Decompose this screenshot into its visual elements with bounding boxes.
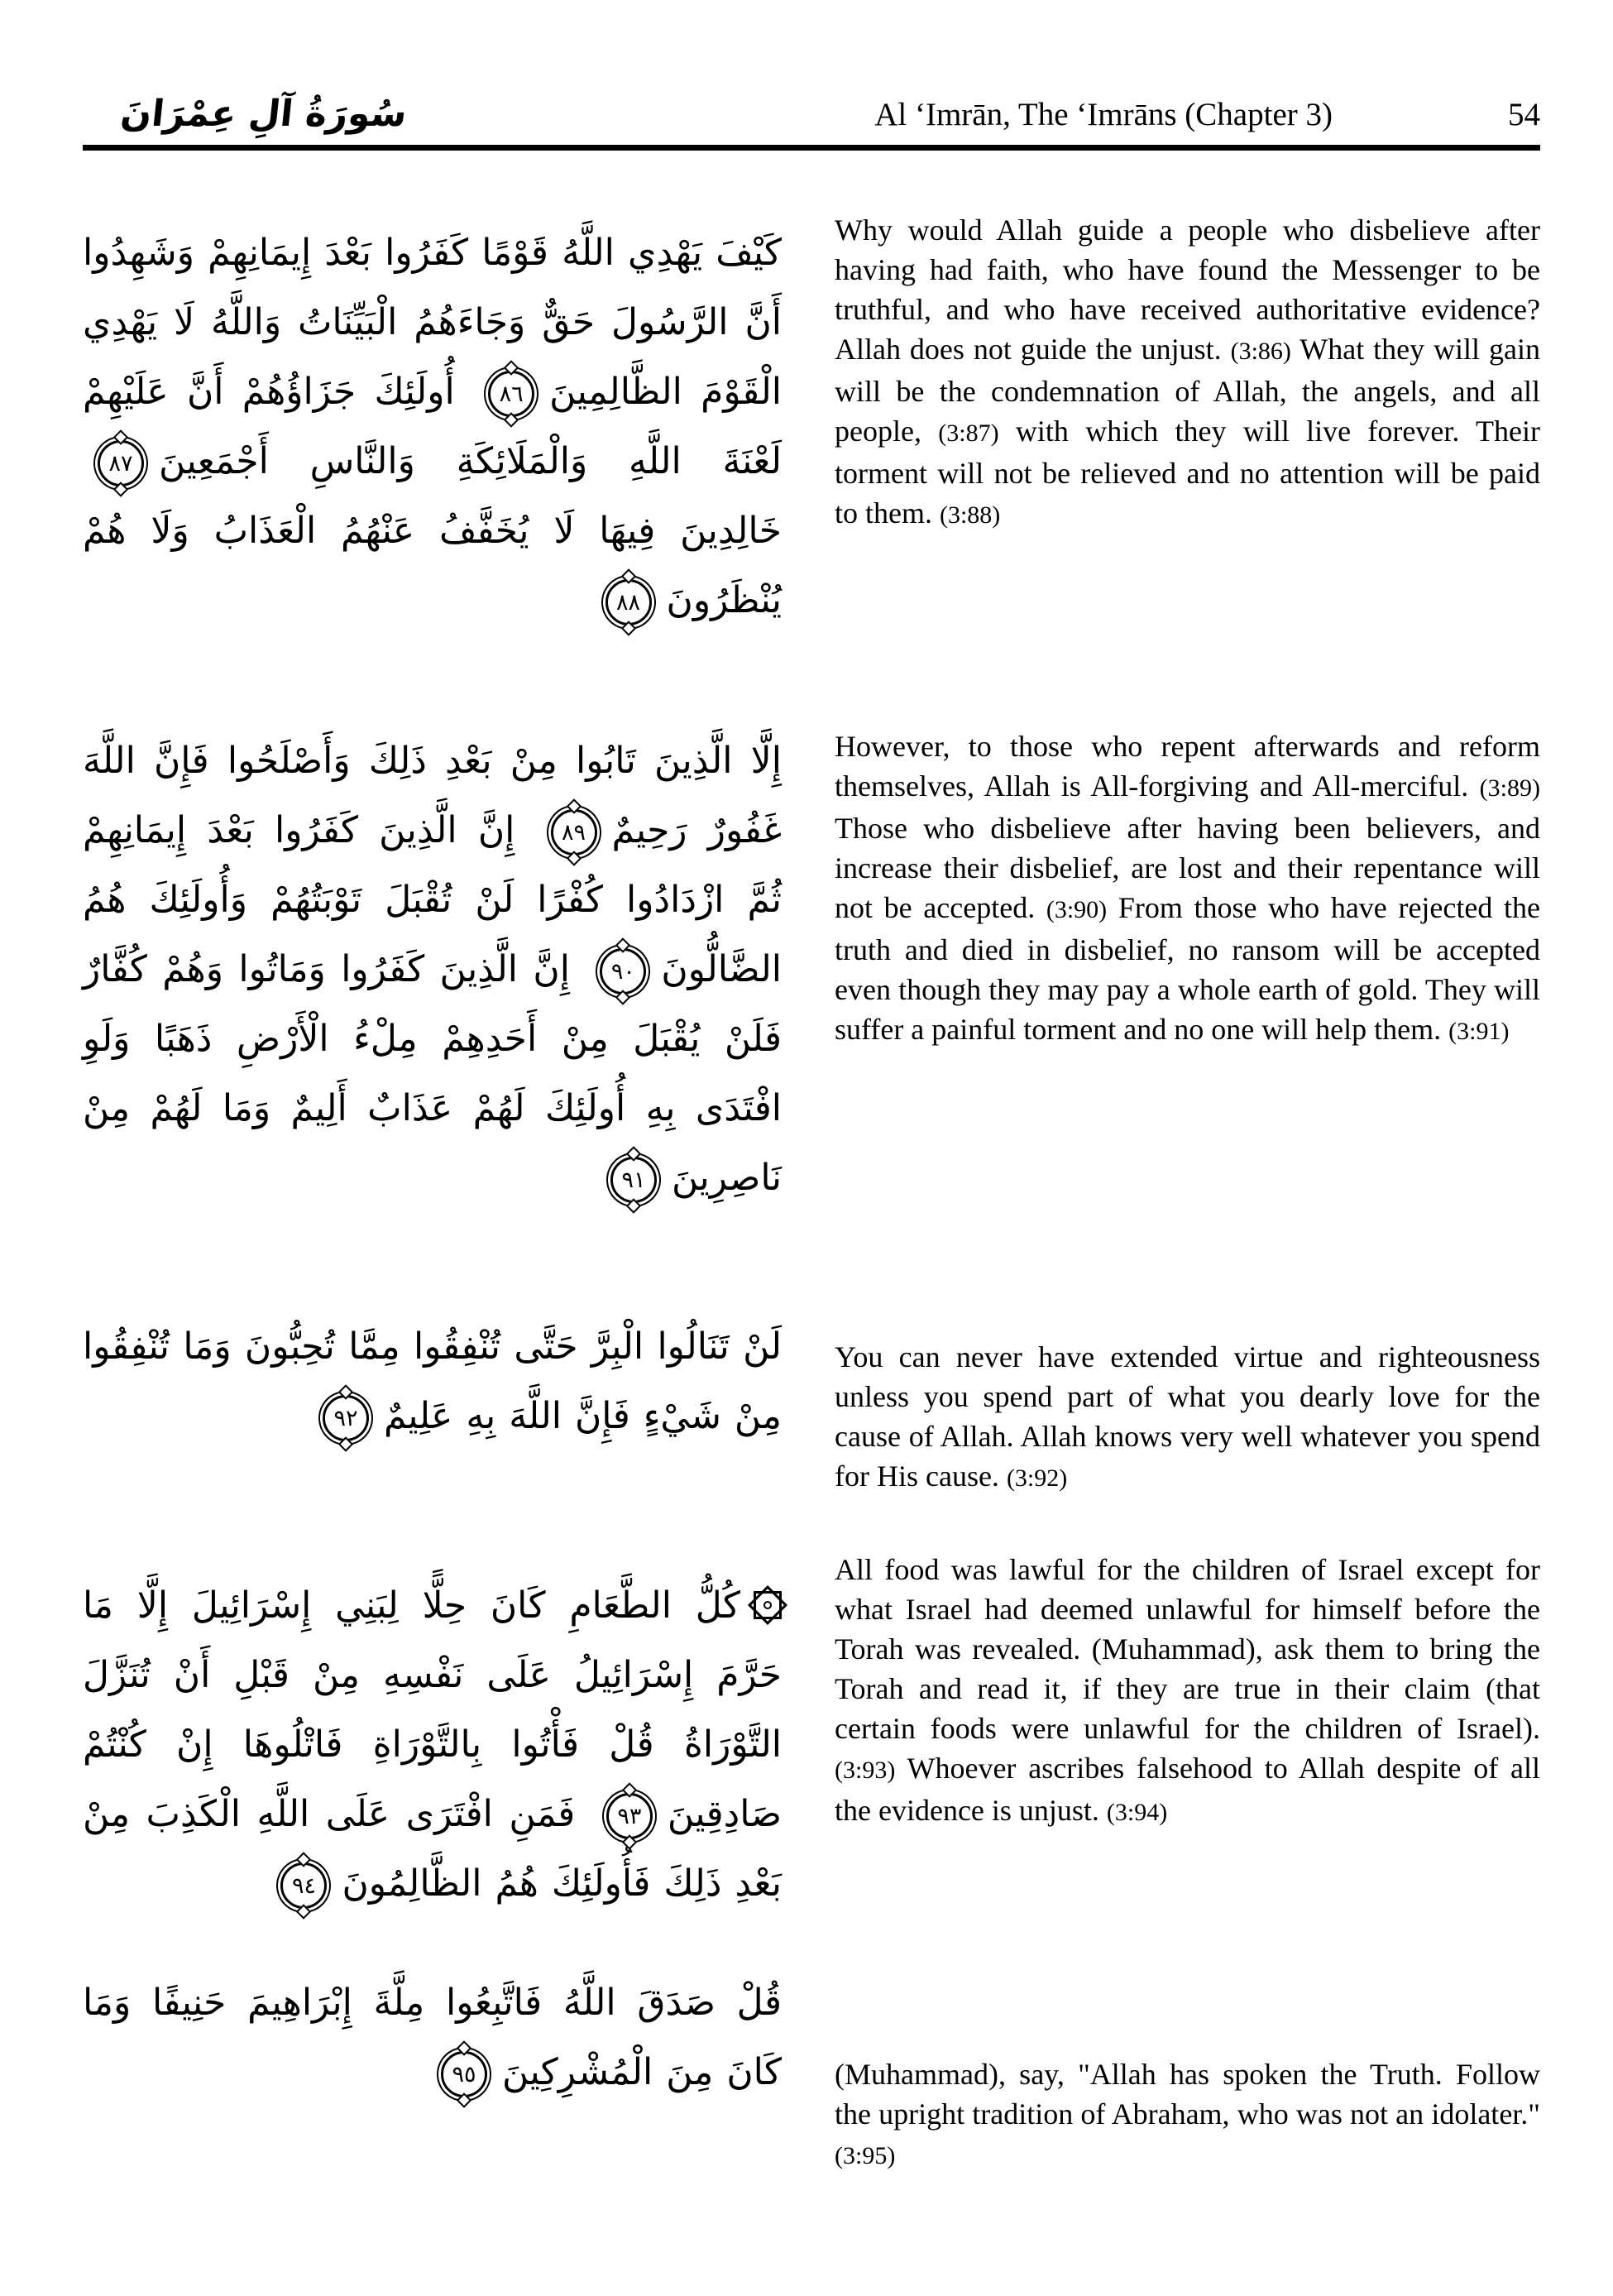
ayah-medallion-95-icon [441,2051,487,2097]
english-translation-92: You can never have extended virtue and righteousness unless you spend part of what you dearly love for the cause of Allah. Allah knows very well whatever you spend for His cause. (3:92) [835,1340,1540,1493]
ayah-medallion-86-icon [488,371,534,417]
ayah-medallion-91-icon [610,1157,657,1203]
ayah-number-91: ٩١ [621,1167,646,1193]
arabic-verses-93-94 [83,1550,782,1919]
ayah-medallion-87-icon [98,440,144,487]
arabic-verse-87: أُولَئِكَ جَزَاؤُهُمْ أَنَّ عَلَيْهِمْ لَعْنَةَ اللَّهِ وَالْمَلَائِكَةِ وَالنَّاسِ أَجْمَعِينَ [83,371,782,482]
arabic-verse-92-block [83,1312,782,1451]
verse-reference: (3:92) [1006,1464,1068,1492]
english-column [835,726,1540,1052]
ayah-medallion-90-icon [600,948,646,995]
ayah-number-88: ٨٨ [616,589,641,616]
ayah-number-95: ٩٥ [452,2061,476,2087]
english-translation-89-91: However, to those who repent afterwards and reform themselves, Allah is All-forgiving and All-merciful. (3:89) Those who disbelieve after having been believers, and increase their disbelief, are lost and their repentance will not be accepted. (3:90) From those who have rejected the truth and died in disbelief, no ransom will be accepted even though they may pay a whole earth of gold. They will suffer a painful torment and no one will help them. (3:91) [835,730,1540,1046]
arabic-column [83,1312,782,1451]
verse-reference: (3:91) [1448,1018,1510,1045]
verse-row-92 [83,1312,1540,1498]
arabic-column [83,1968,782,2107]
verse-reference: (3:89) [1479,774,1540,802]
verse-row-93-94 [83,1550,1540,1919]
verse-reference: (3:88) [939,501,1001,529]
arabic-verse-95-block [83,1968,782,2107]
arabic-verse-93: كُلُّ الطَّعَامِ كَانَ حِلًّا لِبَنِي إِسْرَائِيلَ إِلَّا مَا حَرَّمَ إِسْرَائِيلُ عَلَى نَفْسِهِ مِنْ قَبْلِ أَنْ تُنَزَّلَ التَّوْرَاةُ قُلْ فَأْتُوا بِالتَّوْرَاةِ فَاتْلُوهَا إِنْ كُنْتُمْ صَادِقِينَ [83,1584,782,1835]
arabic-column [83,726,782,1213]
page-header [83,93,1540,135]
english-column [835,1550,1540,1833]
english-column [835,1312,1540,1498]
arabic-verse-86: كَيْفَ يَهْدِي اللَّهُ قَوْمًا كَفَرُوا بَعْدَ إِيمَانِهِمْ وَشَهِدُوا أَنَّ الرَّسُولَ حَقٌّ وَجَاءَهُمُ الْبَيِّنَاتُ وَاللَّهُ لَا يَهْدِي الْقَوْمَ الظَّالِمِينَ [83,232,782,413]
verse-reference: (3:94) [1106,1799,1168,1826]
arabic-column [83,210,782,635]
english-translation-95: (Muhammad), say, "Allah has spoken the Truth. Follow the upright tradition of Abraham, who was not an idolater." (3:95) [835,2058,1540,2169]
ayah-medallion-93-icon [606,1793,653,1839]
ayah-number-86: ٨٦ [499,381,524,407]
verse-row-86-88 [83,210,1540,635]
english-column [835,1968,1540,2176]
ayah-number-90: ٩٠ [610,958,635,985]
arabic-verse-90: إِنَّ الَّذِينَ كَفَرُوا بَعْدَ إِيمَانِهِمْ ثُمَّ ازْدَادُوا كُفْرًا لَنْ تُقْبَلَ تَوْبَتُهُمْ وَأُولَئِكَ هُمُ الضَّالُّونَ [83,809,782,990]
ayah-medallion-89-icon [551,809,597,856]
verse-reference: (3:87) [938,419,999,447]
verse-row-89-91 [83,726,1540,1213]
arabic-verse-92: لَنْ تَنَالُوا الْبِرَّ حَتَّى تُنْفِقُوا مِمَّا تُحِبُّونَ وَمَا تُنْفِقُوا مِنْ شَيْءٍ فَإِنَّ اللَّهَ بِهِ عَلِيمٌ [83,1325,782,1437]
ayah-medallion-94-icon [280,1862,327,1909]
verse-reference: (3:90) [1046,896,1108,923]
arabic-column [83,1550,782,1919]
surah-title-calligraphy: سُورَةُ آلِ عِمْرَانَ [118,93,409,135]
arabic-verse-95: قُلْ صَدَقَ اللَّهُ فَاتَّبِعُوا مِلَّةَ إِبْرَاهِيمَ حَنِيفًا وَمَا كَانَ مِنَ الْمُشْرِكِينَ [83,1982,782,2093]
arabic-verse-94: فَمَنِ افْتَرَى عَلَى اللَّهِ الْكَذِبَ مِنْ بَعْدِ ذَلِكَ فَأُولَئِكَ هُمُ الظَّالِمُونَ [83,1793,782,1905]
arabic-verse-88: خَالِدِينَ فِيهَا لَا يُخَفَّفُ عَنْهُمُ الْعَذَابُ وَلَا هُمْ يُنْظَرُونَ [83,510,782,621]
english-translation-93-94: All food was lawful for the children of Israel except for what Israel had deemed unlawful for himself before the Torah was revealed. (Muhammad), ask them to bring the Torah and read it, if they are true in their claim (that certain foods were unlawful for the children of Israel). (3:93) Whoever ascribes falsehood to Allah despite of all the evidence is unjust. (3:94) [835,1553,1540,1827]
arabic-verse-91: إِنَّ الَّذِينَ كَفَرُوا وَمَاتُوا وَهُمْ كُفَّارٌ فَلَنْ يُقْبَلَ مِنْ أَحَدِهِمْ مِلْءُ الْأَرْضِ ذَهَبًا وَلَوِ افْتَدَى بِهِ أُولَئِكَ لَهُمْ عَذَابٌ أَلِيمٌ وَمَا لَهُمْ مِنْ نَاصِرِينَ [83,948,782,1199]
english-column [835,210,1540,535]
verse-reference: (3:95) [835,2142,896,2169]
ayah-number-94: ٩٤ [291,1872,316,1899]
rub-el-hizb-icon [754,1591,782,1619]
header-rule [83,145,1540,151]
ayah-number-87: ٨٧ [108,450,133,477]
chapter-title: Al ‘Imrān, The ‘Imrāns (Chapter 3) [874,97,1333,132]
ayah-medallion-88-icon [605,579,652,626]
arabic-verses-89-91 [83,726,782,1213]
ayah-number-92: ٩٢ [333,1405,358,1431]
page-number: 54 [1508,97,1540,132]
ayah-medallion-92-icon [323,1395,369,1441]
arabic-verse-89: إِلَّا الَّذِينَ تَابُوا مِنْ بَعْدِ ذَلِكَ وَأَصْلَحُوا فَإِنَّ اللَّهَ غَفُورٌ رَحِيمٌ [83,740,782,851]
english-translation-86-88: Why would Allah guide a people who disbelieve after having had faith, who have found the Messenger to be truthful, and who have received authoritative evidence? Allah does not guide the unjust. (3:86) What they will gain will be the condemnation of Allah, the angels, and all people, (3:87) with which they will live forever. Their torment will not be relieved and no attention will be paid to them. (3:88) [835,213,1540,530]
ayah-number-93: ٩٣ [617,1803,642,1829]
verse-row-95 [83,1968,1540,2176]
verse-reference: (3:93) [835,1757,896,1784]
arabic-verses-86-88 [83,210,782,635]
ayah-number-89: ٨٩ [562,819,586,846]
verse-reference: (3:86) [1230,338,1291,365]
